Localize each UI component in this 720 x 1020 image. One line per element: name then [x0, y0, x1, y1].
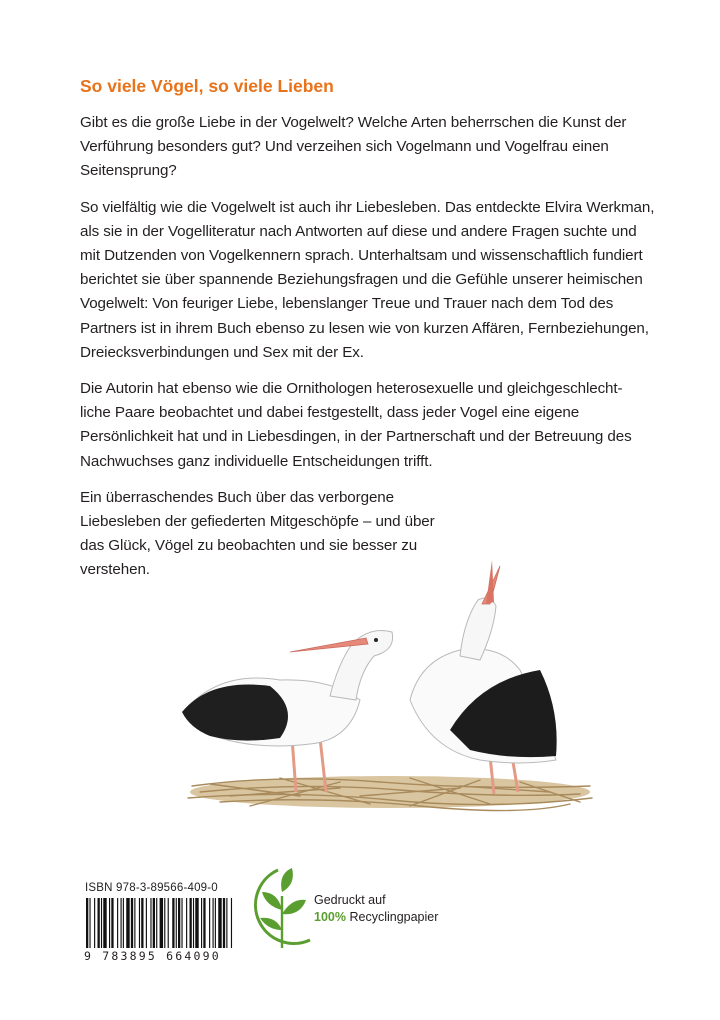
blurb	[80, 74, 660, 595]
barcode-bar	[156, 898, 157, 948]
recycling-paper: Recyclingpapier	[349, 910, 439, 924]
barcode-bar	[223, 898, 225, 948]
barcode-bar	[186, 898, 187, 948]
barcode-digits: 9 783895 664090	[84, 949, 221, 963]
barcode-bar	[131, 898, 133, 948]
right-stork	[410, 560, 557, 763]
barcode-bar	[139, 898, 140, 948]
blurb-heading: So viele Vögel, so viele Lieben	[80, 76, 334, 96]
barcode-bar	[226, 898, 227, 948]
barcode-bar	[134, 898, 135, 948]
barcode-bar	[123, 898, 124, 948]
barcode-bar	[193, 898, 194, 948]
barcode-bar	[101, 898, 102, 948]
barcode-bar	[150, 898, 151, 948]
barcode-bar	[164, 898, 165, 948]
recycling-percent: 100%	[314, 910, 346, 924]
barcode-bar	[213, 898, 214, 948]
barcode-bar	[103, 898, 106, 948]
barcode-bar	[231, 898, 232, 948]
barcode-bar	[190, 898, 192, 948]
blurb-paragraph-3: Die Autorin hat ebenso wie die Ornithologen heterosexuelle und gleichgeschlechtliche Paare beobachtet und dabei festgestellt, dass jeder Vogel eine eigene Persönlichkeit hat und in Liebesdingen, in der Partnerschaft und der Betreuung des Nachwuchses ganz individuelle Entscheidungen trifft.	[80, 380, 632, 470]
blurb-paragraph-2: So vielfältig wie die Vogelwelt ist auch ihr Liebesleben. Das entdeckte Elvira Werkman, als sie in der Vogelliteratur nach Antworten auf diese und andere Fragen suchte und mit Dutzenden von Vogelkennern sprach. Unterhaltsam und wissenschaftlich fundiert berichtet sie über spannende Beziehungsfragen und die Gefühle unserer heimischen Vogelwelt: Von feuriger Liebe, lebenslanger Treue und Trauer nach dem Tod des Partners ist in ihrem Buch ebenso zu lesen wie von kurzen Affären, Fernbeziehungen, Dreiecksverbindungen und Sex mit der Ex.	[80, 198, 655, 361]
barcode-bar	[153, 898, 155, 948]
left-stork	[182, 631, 393, 747]
barcode-bar	[209, 898, 210, 948]
isbn-block	[84, 882, 244, 963]
storks-illustration	[160, 560, 600, 820]
barcode-bar	[109, 898, 110, 948]
barcode-bar	[172, 898, 174, 948]
recycling-badge	[248, 862, 468, 954]
blurb-paragraph-4: Ein überraschendes Buch über das verborgene Liebesleben der gefiederten Mitgeschöpfe – und über das Glück, Vögel zu beobachten und sie besser zu verstehen.	[80, 488, 435, 579]
barcode-bar	[215, 898, 216, 948]
barcode-bar	[98, 898, 100, 948]
barcode-bar	[195, 898, 198, 948]
recycling-line-2	[314, 909, 438, 926]
barcode-bar	[89, 898, 90, 948]
barcode-bar	[201, 898, 202, 948]
blurb-paragraph-1: Gibt es die große Liebe in der Vogelwelt? Welche Arten beherrschen die Kunst der Verführung besonders gut? Und verzeihen sich Vogelmann und Vogelfrau einen Seitensprung?	[80, 114, 627, 180]
barcode-bar	[126, 898, 129, 948]
barcode	[84, 898, 234, 948]
barcode-bar	[218, 898, 221, 948]
recycling-text	[314, 892, 438, 926]
barcode-bar	[121, 898, 122, 948]
barcode-bar	[117, 898, 118, 948]
barcode-bar	[168, 898, 169, 948]
barcode-bar	[86, 898, 88, 948]
barcode-bar	[178, 898, 180, 948]
barcode-bar	[176, 898, 177, 948]
isbn-label: ISBN 978-3-89566-409-0	[85, 882, 218, 894]
barcode-bar	[94, 898, 95, 948]
barcode-bar	[141, 898, 143, 948]
barcode-bar	[160, 898, 163, 948]
nest	[188, 776, 592, 811]
barcode-bar	[111, 898, 113, 948]
barcode-bar	[181, 898, 182, 948]
recycling-line-1: Gedruckt auf	[314, 893, 386, 907]
leaf-plant-arc-icon	[248, 862, 314, 954]
barcode-bar	[146, 898, 147, 948]
barcode-bar	[203, 898, 205, 948]
